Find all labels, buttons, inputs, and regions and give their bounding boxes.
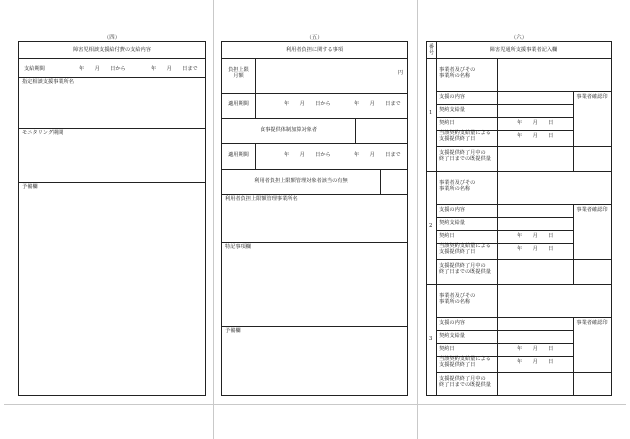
remaining-amount-label-2: 支援提供終了月中の 終了日までの既提供量 [439,263,491,275]
monitoring-period-label: モニタリング期間 [22,130,64,136]
support-content-label-2: 支援の内容 [439,207,465,213]
meal-subsidy-label: 食事提供体制加算対象者 [259,127,318,133]
contract-amount-label-1: 契約支給量 [439,107,465,113]
panel-five [221,41,408,396]
panel-five-label: （五） [306,35,323,41]
panel-four-reserve-label: 予備欄 [22,184,38,190]
provider-name-label-1: 事業者及びその 事業所の名称 [439,67,476,79]
fold-line-right [417,0,418,439]
end-date-fill-2: 年 月 日 [517,246,554,252]
panel-four-label: （四） [103,35,121,41]
designated-office-label: 指定相談支援事業所名 [22,79,74,85]
end-date-label-3: 当該契約支給量による 支援提供終了日 [439,356,491,368]
end-date-label-2: 当該契約支給量による 支援提供終了日 [439,243,491,255]
block-number-3: 3 [429,336,433,342]
block-number-1: 1 [429,110,433,116]
remaining-amount-label-1: 支援提供終了月中の 終了日までの既提供量 [439,150,491,162]
mgmt-office-label: 利用者負担上限額管理事業所名 [225,196,298,202]
apply-period-to: 年 月 日まで [354,101,401,107]
provider-name-label-2: 事業者及びその 事業所の名称 [439,180,476,192]
panel-four [18,41,206,396]
support-period-from: 年 月 日から [79,66,126,72]
provider-confirm-label-2: 事業者確認印 [576,207,608,213]
fold-line-left [213,0,214,439]
special-notes-label: 特記事項欄 [225,244,251,250]
support-period-to: 年 月 日まで [151,66,198,72]
panel-four-title: 障害児相談支援給付費の支給内容 [73,47,151,53]
remaining-amount-label-3: 支援提供終了月中の 終了日までの既提供量 [439,376,491,388]
panel-five-reserve-label: 予備欄 [225,328,241,334]
apply-period-label: 適用期間 [228,101,249,107]
provider-name-label-3: 事業者及びその 事業所の名称 [439,293,476,305]
end-date-label-1: 当該契約支給量による 支援提供終了日 [439,130,491,142]
end-date-fill-3: 年 月 日 [517,359,554,365]
apply-period2-label: 適用期間 [228,152,249,158]
contract-date-fill-1: 年 月 日 [517,120,554,126]
contract-date-label-1: 契約日 [439,120,455,126]
apply-period-from: 年 月 日から [284,101,331,107]
support-period-label: 支給期間 [24,66,45,72]
contract-date-fill-3: 年 月 日 [517,346,554,352]
apply-period2-to: 年 月 日まで [354,152,401,158]
burden-limit-label: 負担上限 月額 [228,67,249,79]
provider-confirm-label-3: 事業者確認印 [576,320,608,326]
panel-six-title: 障害児通所支援事業者記入欄 [489,47,558,53]
panel-five-title: 利用者負担に関する事項 [285,47,344,53]
page-bottom-edge [4,404,626,405]
end-date-fill-1: 年 月 日 [517,133,554,139]
panel-six-label: （六） [510,35,528,41]
support-content-label-1: 支援の内容 [439,94,465,100]
block-number-2: 2 [429,223,433,229]
contract-date-label-3: 契約日 [439,346,455,352]
apply-period2-from: 年 月 日から [284,152,331,158]
contract-amount-label-2: 契約支給量 [439,220,465,226]
provider-confirm-label-1: 事業者確認印 [576,94,608,100]
contract-amount-label-3: 契約支給量 [439,333,465,339]
number-header: 番 号 [428,44,435,56]
support-content-label-3: 支援の内容 [439,320,465,326]
panel-six [426,41,612,396]
contract-date-label-2: 契約日 [439,233,455,239]
yen-unit: 円 [397,70,403,76]
mgmt-applicable-label: 利用者負担上限額管理対象者該当の有無 [254,178,348,184]
contract-date-fill-2: 年 月 日 [517,233,554,239]
